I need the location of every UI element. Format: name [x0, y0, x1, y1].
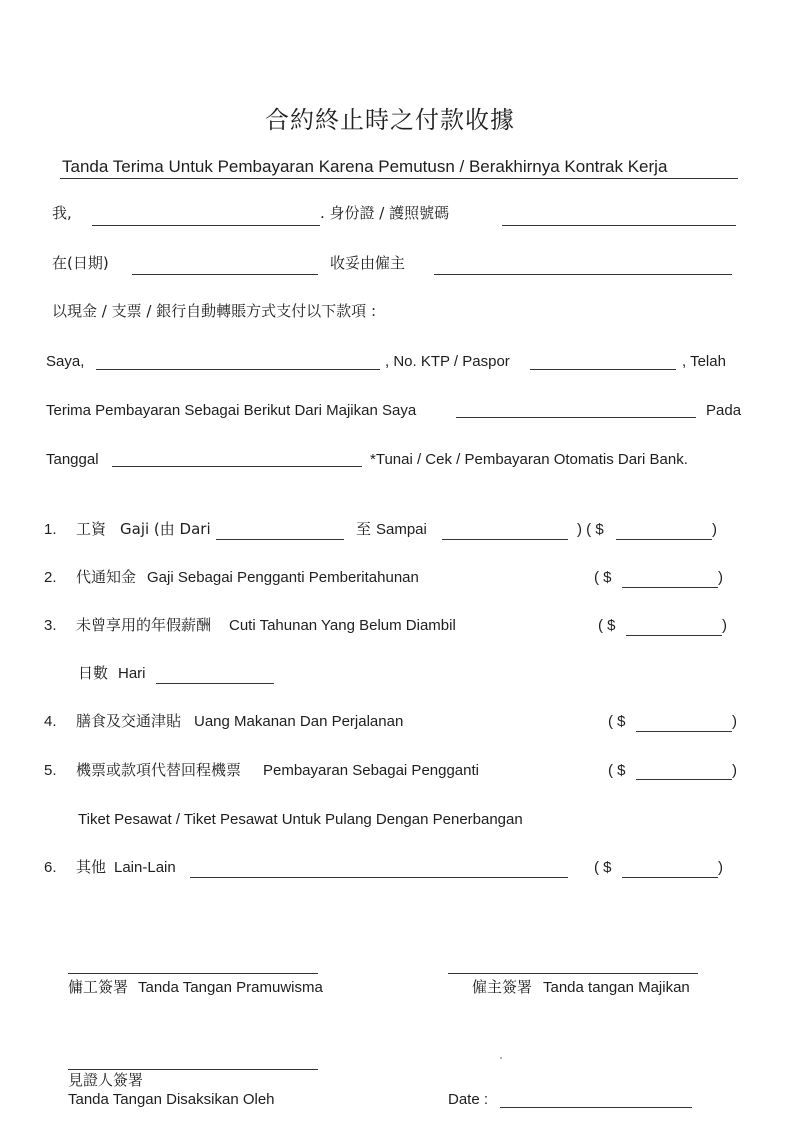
item-4-amount-close: )	[732, 713, 737, 730]
id-terima-label: Terima Pembayaran Sebagai Berikut Dari Majikan Saya	[46, 402, 417, 419]
item-6-zh: 其他	[76, 858, 107, 876]
item-6-label: Lain-Lain	[114, 859, 176, 876]
id-employer-field[interactable]	[456, 417, 696, 418]
form-title-chinese: 合約終止時之付款收據	[265, 106, 515, 134]
worker-signature-zh: 傭工簽署	[68, 978, 129, 996]
item-1-amount-close: )	[712, 521, 717, 538]
item-1-zh: 工資	[76, 520, 107, 538]
item-5-label: Pembayaran Sebagai Pengganti	[263, 762, 479, 779]
id-tanggal-label: Tanggal	[46, 451, 99, 468]
id-ktp-field[interactable]	[530, 369, 676, 370]
item-3-amount-field[interactable]	[626, 635, 722, 636]
item-1-to-zh: 至	[356, 520, 372, 538]
item-2-amount-field[interactable]	[622, 587, 718, 588]
item-5-zh: 機票或款項代替回程機票	[76, 761, 242, 779]
zh-id-number-field[interactable]	[502, 225, 736, 226]
employer-signature-zh: 僱主簽署	[472, 978, 533, 996]
employer-signature-label: Tanda tangan Majikan	[543, 979, 690, 996]
item-2-amount-close: )	[718, 569, 723, 586]
date-field[interactable]	[500, 1107, 692, 1108]
item-2-number: 2.	[44, 569, 57, 586]
zh-payment-method: 以現金 / 支票 / 銀行自動轉賬方式支付以下款項 :	[52, 302, 377, 320]
item-5-amount-field[interactable]	[636, 779, 732, 780]
title-underline	[60, 178, 738, 179]
item-4-zh: 膳食及交通津貼	[76, 712, 182, 730]
item-3-days-label: Hari	[118, 665, 146, 682]
item-5-continuation: Tiket Pesawat / Tiket Pesawat Untuk Pulang Dengan Penerbangan	[78, 811, 523, 828]
item-5-number: 5.	[44, 762, 57, 779]
zh-name-field[interactable]	[92, 225, 320, 226]
worker-signature-label: Tanda Tangan Pramuwisma	[138, 979, 323, 996]
item-6-amount-close: )	[718, 859, 723, 876]
item-1-to-label: Sampai	[376, 521, 427, 538]
item-1-number: 1.	[44, 521, 57, 538]
item-6-amount-field[interactable]	[622, 877, 718, 878]
worker-signature-field[interactable]	[68, 973, 318, 974]
item-4-label: Uang Makanan Dan Perjalanan	[194, 713, 404, 730]
item-6-number: 6.	[44, 859, 57, 876]
date-label: Date :	[448, 1091, 489, 1108]
item-4-number: 4.	[44, 713, 57, 730]
zh-date-label: 在(日期)	[52, 254, 109, 272]
item-2-zh: 代通知金	[76, 568, 137, 586]
id-telah-label: , Telah	[682, 353, 726, 370]
item-1-to-field[interactable]	[442, 539, 568, 540]
item-6-description-field[interactable]	[190, 877, 568, 878]
item-3-amount-open: ( $	[598, 617, 616, 634]
item-5-amount-open: ( $	[608, 762, 626, 779]
id-saya-label: Saya,	[46, 353, 85, 370]
item-1-amount-open: ) ( $	[577, 521, 604, 538]
item-1-amount-field[interactable]	[616, 539, 712, 540]
item-2-label: Gaji Sebagai Pengganti Pemberitahunan	[147, 569, 419, 586]
zh-date-field[interactable]	[132, 274, 318, 275]
employer-signature-field[interactable]	[448, 973, 698, 974]
form-title-indonesian: Tanda Terima Untuk Pembayaran Karena Pemutusn / Berakhirnya Kontrak Kerja	[62, 157, 668, 176]
item-3-days-field[interactable]	[156, 683, 274, 684]
zh-id-label: . 身份證 / 護照號碼	[320, 204, 450, 222]
id-ktp-label: , No. KTP / Paspor	[385, 353, 510, 370]
witness-signature-zh: 見證人簽署	[68, 1071, 144, 1089]
zh-line1-prefix: 我,	[52, 204, 72, 222]
id-name-field[interactable]	[96, 369, 380, 370]
id-pada-label: Pada	[706, 402, 742, 419]
zh-employer-label: 收妥由僱主	[330, 254, 406, 272]
item-2-amount-open: ( $	[594, 569, 612, 586]
item-6-amount-open: ( $	[594, 859, 612, 876]
witness-signature-label: Tanda Tangan Disaksikan Oleh	[68, 1091, 275, 1108]
scan-artifact	[500, 1057, 502, 1059]
id-date-field[interactable]	[112, 466, 362, 467]
id-payment-method: *Tunai / Cek / Pembayaran Otomatis Dari Bank.	[370, 451, 688, 468]
item-5-amount-close: )	[732, 762, 737, 779]
item-4-amount-field[interactable]	[636, 731, 732, 732]
item-3-number: 3.	[44, 617, 57, 634]
item-3-days-zh: 日數	[78, 664, 109, 682]
item-1-from-field[interactable]	[216, 539, 344, 540]
zh-employer-field[interactable]	[434, 274, 732, 275]
item-3-label: Cuti Tahunan Yang Belum Diambil	[229, 617, 456, 634]
item-3-zh: 未曾享用的年假薪酬	[76, 616, 212, 634]
item-1-label: Gaji (由 Dari	[120, 520, 211, 538]
item-4-amount-open: ( $	[608, 713, 626, 730]
item-3-amount-close: )	[722, 617, 727, 634]
witness-signature-field[interactable]	[68, 1069, 318, 1070]
